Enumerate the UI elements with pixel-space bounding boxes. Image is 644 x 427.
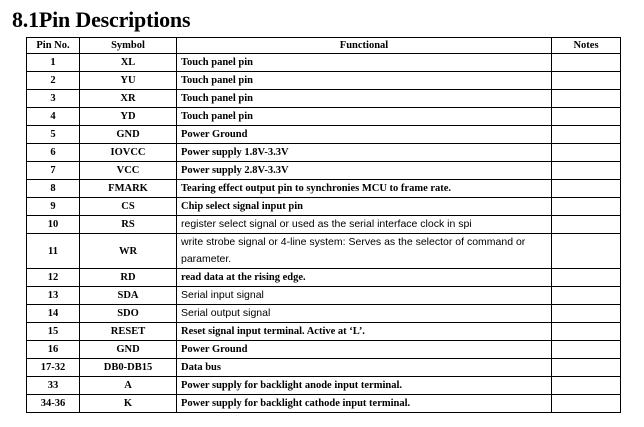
notes-cell [552,341,621,359]
notes-cell [552,90,621,108]
pin-number-cell: 14 [27,305,80,323]
header-symbol: Symbol [80,38,177,54]
table-row [27,216,621,234]
pin-number-cell: 3 [27,90,80,108]
table-body [27,54,621,413]
header-functional: Functional [177,38,552,54]
pin-number-cell: 5 [27,126,80,144]
functional-cell: read data at the rising edge. [177,269,552,287]
pin-number-cell: 7 [27,162,80,180]
notes-cell [552,359,621,377]
table-row [27,198,621,216]
functional-cell: Data bus [177,359,552,377]
table-row [27,108,621,126]
symbol-cell: YU [80,72,177,90]
pin-number-cell: 6 [27,144,80,162]
pin-number-cell: 2 [27,72,80,90]
table-row [27,180,621,198]
symbol-cell: K [80,395,177,413]
symbol-cell: IOVCC [80,144,177,162]
table-row [27,359,621,377]
table-row [27,305,621,323]
symbol-cell: WR [80,234,177,269]
notes-cell [552,234,621,269]
pin-number-cell: 8 [27,180,80,198]
pin-number-cell: 34-36 [27,395,80,413]
table-row [27,269,621,287]
pin-number-cell: 17-32 [27,359,80,377]
functional-cell: Touch panel pin [177,72,552,90]
pin-number-cell: 16 [27,341,80,359]
symbol-cell: XL [80,54,177,72]
table-row [27,90,621,108]
functional-cell: Touch panel pin [177,90,552,108]
notes-cell [552,162,621,180]
symbol-cell: XR [80,90,177,108]
functional-cell: Power supply 1.8V-3.3V [177,144,552,162]
notes-cell [552,198,621,216]
table-row [27,54,621,72]
notes-cell [552,323,621,341]
table-row [27,144,621,162]
notes-cell [552,377,621,395]
notes-cell [552,54,621,72]
symbol-cell: CS [80,198,177,216]
table-row [27,341,621,359]
table-row [27,126,621,144]
symbol-cell: YD [80,108,177,126]
symbol-cell: SDA [80,287,177,305]
pin-number-cell: 13 [27,287,80,305]
functional-cell: Power supply for backlight cathode input terminal. [177,395,552,413]
notes-cell [552,72,621,90]
functional-cell: Tearing effect output pin to synchronies MCU to frame rate. [177,180,552,198]
notes-cell [552,287,621,305]
table-row [27,323,621,341]
notes-cell [552,180,621,198]
pin-number-cell: 11 [27,234,80,269]
symbol-cell: RESET [80,323,177,341]
functional-cell: write strobe signal or 4-line system: Serves as the selector of command or parameter. [177,234,552,269]
header-notes: Notes [552,38,621,54]
pin-number-cell: 9 [27,198,80,216]
symbol-cell: SDO [80,305,177,323]
functional-cell: Power Ground [177,126,552,144]
table-row [27,287,621,305]
notes-cell [552,216,621,234]
table-row [27,395,621,413]
section-title: 8.1Pin Descriptions [12,7,191,32]
notes-cell [552,126,621,144]
functional-cell: Power Ground [177,341,552,359]
table-row [27,162,621,180]
functional-cell: register select signal or used as the serial interface clock in spi [177,216,552,234]
symbol-cell: GND [80,126,177,144]
symbol-cell: DB0-DB15 [80,359,177,377]
functional-cell: Reset signal input terminal. Active at ‘L’. [177,323,552,341]
table-row [27,234,621,269]
symbol-cell: GND [80,341,177,359]
pin-number-cell: 15 [27,323,80,341]
functional-cell: Touch panel pin [177,54,552,72]
pin-number-cell: 33 [27,377,80,395]
table-header-row [27,38,621,54]
notes-cell [552,305,621,323]
notes-cell [552,269,621,287]
symbol-cell: FMARK [80,180,177,198]
notes-cell [552,144,621,162]
symbol-cell: RS [80,216,177,234]
pin-number-cell: 1 [27,54,80,72]
functional-cell: Power supply 2.8V-3.3V [177,162,552,180]
functional-cell: Touch panel pin [177,108,552,126]
pin-number-cell: 12 [27,269,80,287]
table-row [27,72,621,90]
symbol-cell: A [80,377,177,395]
notes-cell [552,108,621,126]
header-pin-no: Pin No. [27,38,80,54]
functional-cell: Serial output signal [177,305,552,323]
functional-cell: Serial input signal [177,287,552,305]
pin-number-cell: 10 [27,216,80,234]
pin-descriptions-table [26,37,621,413]
table-row [27,377,621,395]
pin-number-cell: 4 [27,108,80,126]
symbol-cell: VCC [80,162,177,180]
functional-cell: Chip select signal input pin [177,198,552,216]
functional-cell: Power supply for backlight anode input terminal. [177,377,552,395]
notes-cell [552,395,621,413]
symbol-cell: RD [80,269,177,287]
